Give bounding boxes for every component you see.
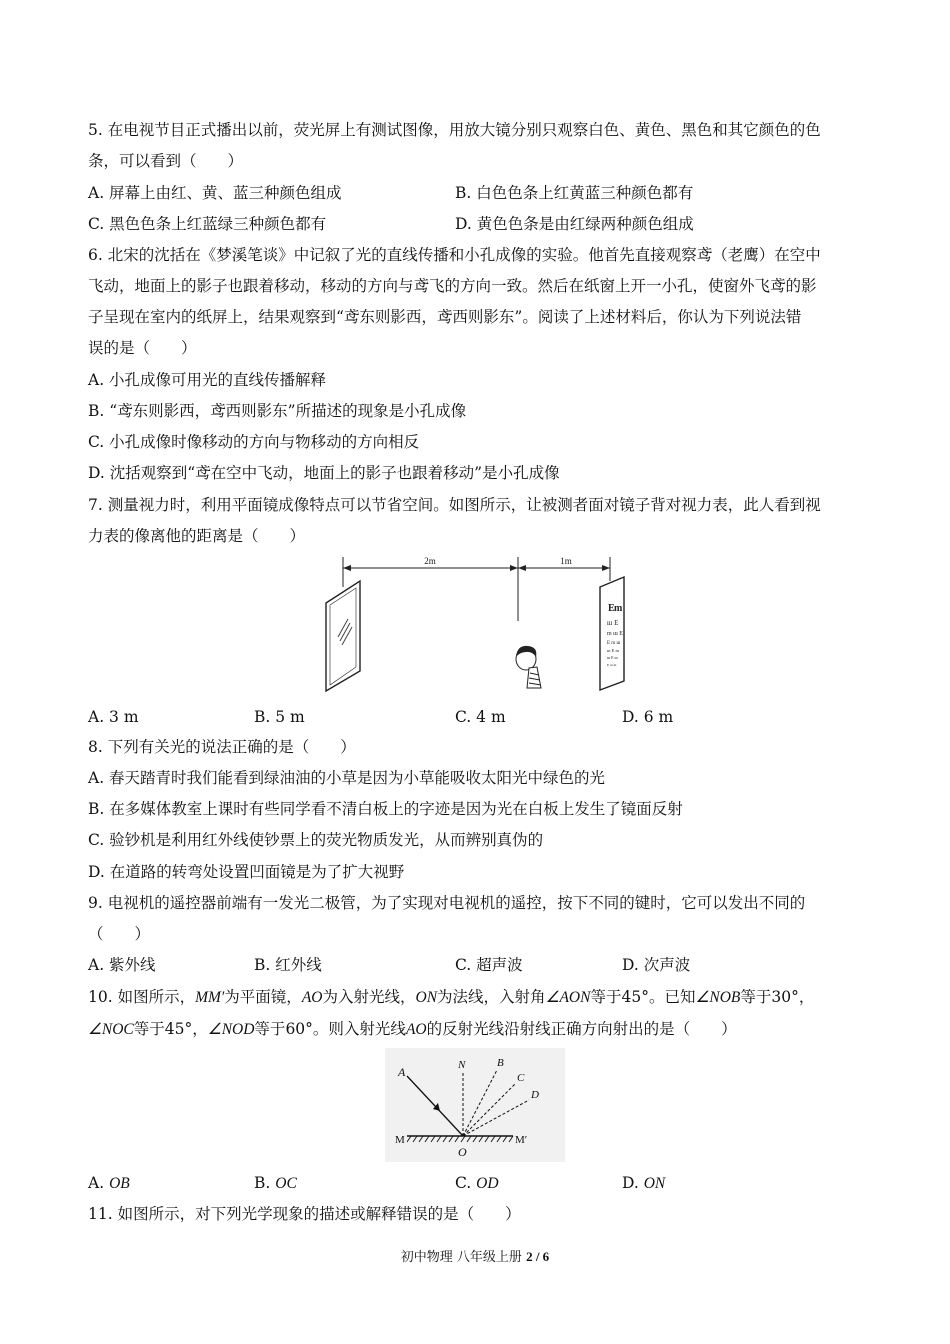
page-number: 2 / 6 xyxy=(526,1249,550,1264)
q5-option-a: A. 屏幕上由红、黄、蓝三种颜色组成 xyxy=(88,184,342,202)
q6-option-d: D. 沈括观察到“鸢在空中飞动，地面上的影子也跟着移动”是小孔成像 xyxy=(88,464,560,482)
q7-option-c: C. 4 m xyxy=(455,708,506,726)
q6-stem-line2: 飞动，地面上的影子也跟着移动，移动的方向与鸢飞的方向一致。然后在纸窗上开一小孔，使窗外飞鸢的影 xyxy=(88,277,817,295)
fig-label-a: A xyxy=(398,1065,406,1079)
q7-stem-line2: 力表的像离他的距离是（ ） xyxy=(88,527,306,545)
q10-option-b: B. OC xyxy=(254,1174,297,1192)
q10-option-d: D. ON xyxy=(622,1174,666,1192)
q7-option-b: B. 5 m xyxy=(254,708,305,726)
svg-text:E: E xyxy=(608,603,615,614)
svg-text:E m ш: E m ш xyxy=(607,641,621,646)
fig-label-d: D xyxy=(531,1089,539,1101)
plane-mirror xyxy=(326,581,360,691)
q9-option-b: B. 红外线 xyxy=(254,956,322,974)
eye-chart xyxy=(600,577,624,690)
q11-stem: 11. 如图所示，对下列光学现象的描述或解释错误的是（ ） xyxy=(88,1205,521,1223)
q6-option-b: B. “鸢东则影西，鸢西则影东”所描述的现象是小孔成像 xyxy=(88,402,467,420)
q9-stem-line1: 9. 电视机的遥控器前端有一发光二极管，为了实现对电视机的遥控，按下不同的键时，它可以发出不同的 xyxy=(88,894,806,912)
fig-label-c: C xyxy=(517,1072,525,1084)
q5-option-c: C. 黑色色条上红蓝绿三种颜色都有 xyxy=(88,215,327,233)
page-footer xyxy=(0,1246,950,1265)
q7-option-d: D. 6 m xyxy=(622,708,674,726)
q9-option-c: C. 超声波 xyxy=(455,956,523,974)
q9-option-a: A. 紫外线 xyxy=(88,956,156,974)
q7-stem-line1: 7. 测量视力时，利用平面镜成像特点可以节省空间。如图所示，让被测者面对镜子背对视力表，此人看到视 xyxy=(88,496,821,514)
q10-option-c: C. OD xyxy=(455,1174,499,1192)
q5-option-d: D. 黄色色条是由红绿两种颜色组成 xyxy=(455,215,694,233)
q5-stem-line1: 5. 在电视节目正式播出以前，荧光屏上有测试图像，用放大镜分别只观察白色、黄色、黑色和其它颜色的色 xyxy=(88,121,821,139)
fig-label-m-prime: M′ xyxy=(515,1134,528,1146)
q8-option-d: D. 在道路的转弯处设置凹面镜是为了扩大视野 xyxy=(88,863,405,881)
fig-label-o: O xyxy=(458,1145,467,1159)
q10-stem-line1: 10. 如图所示，MM′为平面镜，AO为入射光线，ON为法线，入射角∠AON等于45°。已知∠NOB等于30°， xyxy=(88,988,815,1006)
q6-option-c: C. 小孔成像时像移动的方向与物移动的方向相反 xyxy=(88,433,420,451)
svg-text:E ш m: E ш m xyxy=(607,663,617,667)
fig-label-b: B xyxy=(497,1057,504,1069)
q6-stem-line4: 误的是（ ） xyxy=(88,339,197,357)
svg-text:ш E: ш E xyxy=(607,619,619,627)
q5-stem-line2: 条，可以看到（ ） xyxy=(88,152,244,170)
q6-stem-line3: 子呈现在室内的纸屏上，结果观察到“鸢东则影西，鸢西则影东”。阅读了上述材料后，你认为下列说法错 xyxy=(88,308,802,326)
footer-text: 初中物理 八年级上册 xyxy=(400,1250,527,1265)
reflection-figure xyxy=(385,1048,565,1162)
q6-option-a: A. 小孔成像可用光的直线传播解释 xyxy=(88,371,327,389)
q8-option-b: B. 在多媒体教室上课时有些同学看不清白板上的字迹是因为光在白板上发生了镜面反射 xyxy=(88,800,683,818)
q10-stem-line2: ∠NOC等于45°，∠NOD等于60°。则入射光线AO的反射光线沿射线正确方向射出的是（ ） xyxy=(88,1020,737,1038)
q5-option-b: B. 白色色条上红黄蓝三种颜色都有 xyxy=(455,184,694,202)
person xyxy=(516,646,541,688)
label-2m: 2m xyxy=(424,556,436,566)
q6-stem-line1: 6. 北宋的沈括在《梦溪笔谈》中记叙了光的直线传播和小孔成像的实验。他首先直接观察鸢（老鹰）在空中 xyxy=(88,246,821,264)
fig-label-m: M xyxy=(395,1134,405,1146)
fig-label-n: N xyxy=(458,1059,466,1071)
eye-test-figure xyxy=(318,553,628,695)
q8-option-c: C. 验钞机是利用红外线使钞票上的荧光物质发光，从而辨别真伪的 xyxy=(88,831,544,849)
svg-text:m ш E: m ш E xyxy=(607,631,623,637)
q7-option-a: A. 3 m xyxy=(88,708,139,726)
q8-option-a: A. 春天踏青时我们能看到绿油油的小草是因为小草能吸收太阳光中绿色的光 xyxy=(88,769,606,787)
svg-text:m E ш: m E ш xyxy=(607,655,618,660)
q9-stem-line2: （ ） xyxy=(88,925,151,943)
label-1m: 1m xyxy=(560,556,572,566)
q9-option-d: D. 次声波 xyxy=(622,956,691,974)
svg-text:m: m xyxy=(614,603,623,614)
q8-stem: 8. 下列有关光的说法正确的是（ ） xyxy=(88,738,356,756)
q10-option-a: A. OB xyxy=(88,1174,130,1192)
svg-text:ш E m: ш E m xyxy=(607,648,619,653)
